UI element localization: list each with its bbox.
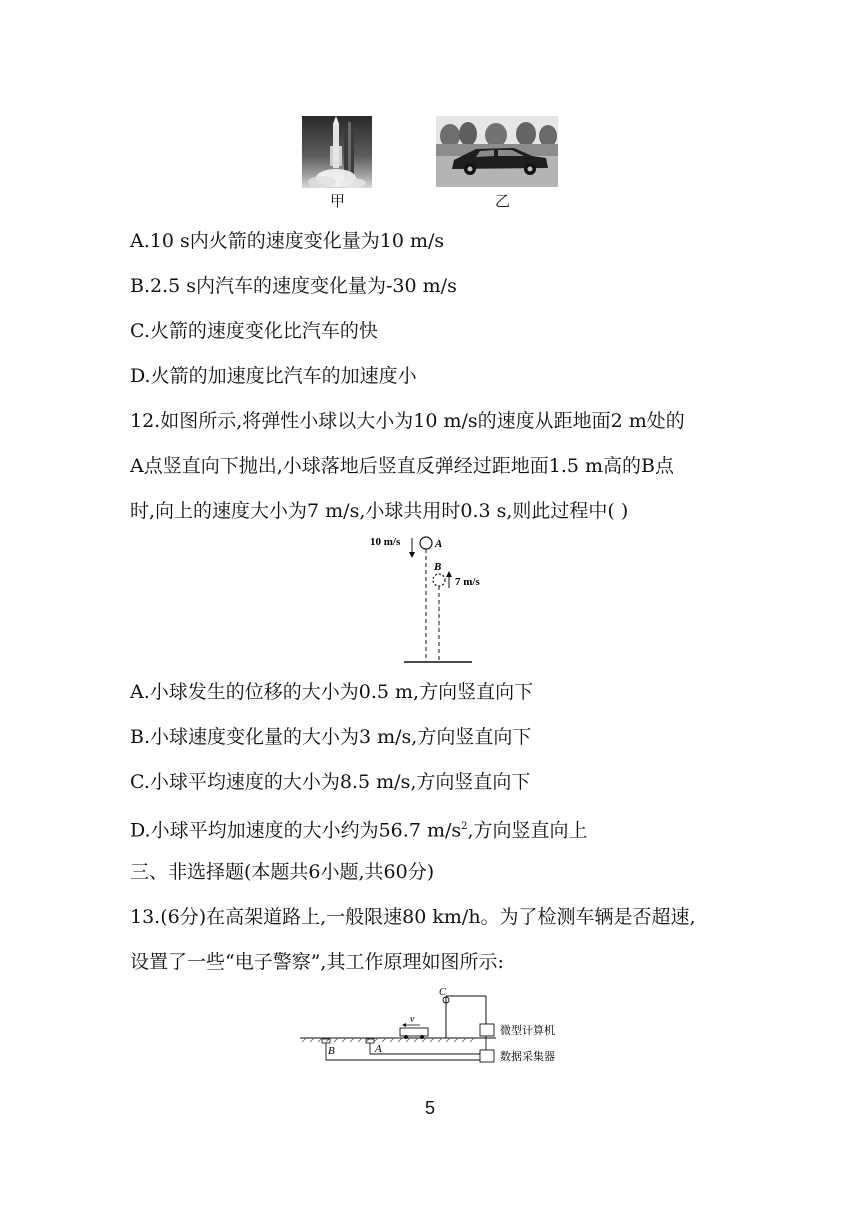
collector-box: [480, 1050, 494, 1062]
q12-option-b: B.小球速度变化量的大小为3 m/s,方向竖直向下: [130, 726, 532, 748]
section-heading: 三、非选择题(本题共6小题,共60分): [130, 861, 435, 883]
q12-stem-line-2: A点竖直向下抛出,小球落地后竖直反弹经过距地面1.5 m高的B点: [130, 455, 674, 477]
svg-text:7 m/s: 7 m/s: [455, 576, 480, 588]
car-photo: [436, 116, 558, 187]
q13-stem-line-1: 13.(6分)在高架道路上,一般限速80 km/h。为了检测车辆是否超速,: [130, 906, 696, 928]
ball-b-icon: [433, 574, 445, 586]
ball-a-icon: [420, 537, 432, 549]
svg-text:B: B: [328, 1045, 335, 1057]
q12-option-d: D.小球平均加速度的大小约为56.7 $m/s^2$,方向竖直向上: [130, 819, 588, 842]
page-number: 5: [424, 1098, 435, 1118]
figure-caption-left: 甲: [330, 192, 346, 210]
arrow-up-icon: [446, 571, 452, 577]
svg-text:B: B: [434, 561, 442, 573]
q11-option-d: D.火箭的加速度比汽车的加速度小: [130, 365, 417, 387]
q12-stem-line-1: 12.如图所示,将弹性小球以大小为10 m/s的速度从距地面2 m处的: [130, 410, 685, 432]
svg-text:A: A: [435, 538, 443, 550]
svg-text:数据采集器: 数据采集器: [500, 1051, 555, 1063]
q12-option-a: A.小球发生的位移的大小为0.5 m,方向竖直向下: [130, 681, 534, 703]
svg-text:A: A: [375, 1043, 382, 1055]
car-icon: [400, 1028, 428, 1036]
rocket-photo: [302, 116, 372, 188]
figure-caption-right: 乙: [495, 192, 511, 210]
q12-option-c: C.小球平均速度的大小为8.5 m/s,方向竖直向下: [130, 771, 531, 793]
q11-option-c: C.火箭的速度变化比汽车的快: [130, 320, 378, 342]
q12-stem-line-3: 时,向上的速度大小为7 m/s,小球共用时0.3 s,则此过程中( ): [130, 500, 629, 522]
svg-text:C: C: [439, 987, 446, 998]
q11-option-b: B.2.5 s内汽车的速度变化量为-30 m/s: [130, 275, 457, 297]
q11-option-a: A.10 s内火箭的速度变化量为10 m/s: [130, 230, 445, 252]
q13-stem-line-2: 设置了一些“电子警察”,其工作原理如图所示:: [130, 951, 504, 973]
computer-box: [480, 1024, 494, 1036]
ball-bounce-diagram: [360, 532, 500, 668]
svg-text:微型计算机: 微型计算机: [500, 1025, 555, 1037]
label-down-speed: 10 m/s: [370, 536, 401, 548]
svg-text:v: v: [410, 1014, 415, 1025]
electronic-police-diagram: [296, 986, 576, 1070]
arrow-down-icon: [409, 552, 415, 558]
